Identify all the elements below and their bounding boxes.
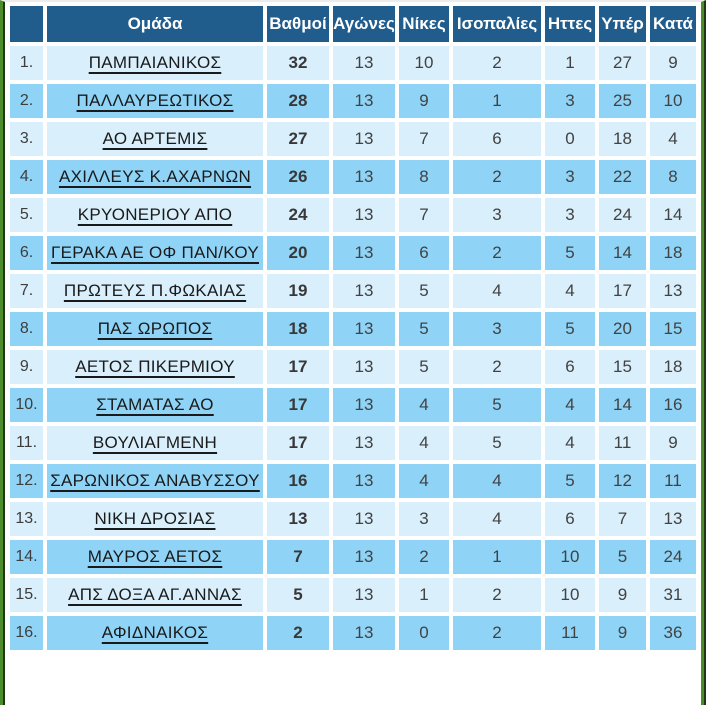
rank-cell: 7. (10, 274, 43, 308)
goals-against-cell: 10 (650, 84, 696, 118)
wins-cell: 5 (399, 350, 449, 384)
rank-cell: 4. (10, 160, 43, 194)
goals-for-cell: 17 (599, 274, 646, 308)
games-cell: 13 (333, 46, 395, 80)
table-row (10, 464, 696, 498)
draws-cell: 2 (453, 160, 541, 194)
team-cell (47, 236, 263, 270)
team-cell (47, 350, 263, 384)
wins-cell: 7 (399, 122, 449, 156)
table-row (10, 122, 696, 156)
draws-cell: 3 (453, 198, 541, 232)
goals-for-cell: 27 (599, 46, 646, 80)
draws-cell: 4 (453, 274, 541, 308)
goals-against-cell: 24 (650, 540, 696, 574)
header-team: Ομάδα (47, 6, 263, 42)
points-cell: 26 (267, 160, 329, 194)
goals-for-cell: 24 (599, 198, 646, 232)
goals-for-cell: 11 (599, 426, 646, 460)
losses-cell: 10 (545, 578, 595, 612)
games-cell: 13 (333, 274, 395, 308)
header-against: Κατά (650, 6, 696, 42)
goals-against-cell: 11 (650, 464, 696, 498)
header-draws: Ισοπαλίες (453, 6, 541, 42)
table-row (10, 350, 696, 384)
team-cell (47, 274, 263, 308)
table-row (10, 274, 696, 308)
team-link[interactable]: ΚΡΥΟΝΕΡΙΟΥ ΑΠΟ (77, 205, 233, 224)
wins-cell: 3 (399, 502, 449, 536)
team-cell (47, 312, 263, 346)
games-cell: 13 (333, 464, 395, 498)
points-cell: 27 (267, 122, 329, 156)
team-cell (47, 464, 263, 498)
goals-for-cell: 12 (599, 464, 646, 498)
rank-cell: 5. (10, 198, 43, 232)
rank-cell: 14. (10, 540, 43, 574)
header-losses: Ηττες (545, 6, 595, 42)
losses-cell: 4 (545, 274, 595, 308)
wins-cell: 4 (399, 388, 449, 422)
losses-cell: 5 (545, 464, 595, 498)
losses-cell: 11 (545, 616, 595, 650)
team-cell (47, 84, 263, 118)
wins-cell: 5 (399, 312, 449, 346)
rank-cell: 11. (10, 426, 43, 460)
team-link[interactable]: ΓΕΡΑΚΑ ΑΕ ΟΦ ΠΑΝ/ΚΟΥ (51, 243, 259, 262)
points-cell: 7 (267, 540, 329, 574)
goals-against-cell: 16 (650, 388, 696, 422)
team-link[interactable]: ΑΦΙΔΝΑΙΚΟΣ (101, 623, 209, 642)
team-link[interactable]: ΝΙΚΗ ΔΡΟΣΙΑΣ (94, 509, 216, 528)
losses-cell: 4 (545, 388, 595, 422)
games-cell: 13 (333, 312, 395, 346)
team-cell (47, 388, 263, 422)
goals-against-cell: 9 (650, 46, 696, 80)
rank-cell: 9. (10, 350, 43, 384)
goals-against-cell: 15 (650, 312, 696, 346)
wins-cell: 4 (399, 426, 449, 460)
losses-cell: 6 (545, 350, 595, 384)
wins-cell: 5 (399, 274, 449, 308)
goals-against-cell: 18 (650, 350, 696, 384)
games-cell: 13 (333, 502, 395, 536)
table-row (10, 540, 696, 574)
losses-cell: 6 (545, 502, 595, 536)
rank-cell: 6. (10, 236, 43, 270)
points-cell: 17 (267, 426, 329, 460)
team-link[interactable]: ΣΤΑΜΑΤΑΣ ΑΟ (96, 395, 214, 414)
draws-cell: 5 (453, 388, 541, 422)
team-link[interactable]: ΑΕΤΟΣ ΠΙΚΕΡΜΙΟΥ (75, 357, 235, 376)
team-cell (47, 122, 263, 156)
games-cell: 13 (333, 578, 395, 612)
team-cell (47, 160, 263, 194)
goals-against-cell: 18 (650, 236, 696, 270)
goals-for-cell: 14 (599, 388, 646, 422)
games-cell: 13 (333, 236, 395, 270)
standings-table (6, 2, 700, 654)
losses-cell: 3 (545, 84, 595, 118)
wins-cell: 10 (399, 46, 449, 80)
points-cell: 16 (267, 464, 329, 498)
table-row (10, 84, 696, 118)
wins-cell: 9 (399, 84, 449, 118)
table-body (10, 46, 696, 650)
goals-for-cell: 20 (599, 312, 646, 346)
losses-cell: 5 (545, 312, 595, 346)
goals-against-cell: 8 (650, 160, 696, 194)
team-link[interactable]: ΜΑΥΡΟΣ ΑΕΤΟΣ (87, 547, 223, 566)
points-cell: 20 (267, 236, 329, 270)
table-row (10, 46, 696, 80)
table-row (10, 426, 696, 460)
header-games: Αγώνες (333, 6, 395, 42)
rank-cell: 12. (10, 464, 43, 498)
goals-for-cell: 15 (599, 350, 646, 384)
games-cell: 13 (333, 616, 395, 650)
draws-cell: 5 (453, 426, 541, 460)
losses-cell: 10 (545, 540, 595, 574)
team-cell (47, 198, 263, 232)
team-link[interactable]: ΠΑΜΠΑΙΑΝΙΚΟΣ (88, 53, 222, 72)
losses-cell: 5 (545, 236, 595, 270)
wins-cell: 8 (399, 160, 449, 194)
goals-for-cell: 7 (599, 502, 646, 536)
goals-for-cell: 14 (599, 236, 646, 270)
games-cell: 13 (333, 426, 395, 460)
team-link[interactable]: ΠΑΛΛΑΥΡΕΩΤΙΚΟΣ (76, 91, 234, 110)
table-row (10, 502, 696, 536)
rank-cell: 10. (10, 388, 43, 422)
rank-cell: 2. (10, 84, 43, 118)
goals-against-cell: 31 (650, 578, 696, 612)
rank-cell: 8. (10, 312, 43, 346)
points-cell: 13 (267, 502, 329, 536)
wins-cell: 1 (399, 578, 449, 612)
points-cell: 18 (267, 312, 329, 346)
losses-cell: 3 (545, 160, 595, 194)
table-row (10, 160, 696, 194)
points-cell: 32 (267, 46, 329, 80)
team-cell (47, 616, 263, 650)
draws-cell: 4 (453, 464, 541, 498)
header-for: Υπέρ (599, 6, 646, 42)
rank-cell: 15. (10, 578, 43, 612)
points-cell: 24 (267, 198, 329, 232)
goals-against-cell: 4 (650, 122, 696, 156)
team-link[interactable]: ΑΠΣ ΔΟΞΑ ΑΓ.ΑΝΝΑΣ (68, 585, 242, 604)
table-row (10, 578, 696, 612)
table-row (10, 388, 696, 422)
losses-cell: 3 (545, 198, 595, 232)
games-cell: 13 (333, 350, 395, 384)
losses-cell: 1 (545, 46, 595, 80)
draws-cell: 2 (453, 236, 541, 270)
team-link[interactable]: ΣΑΡΩΝΙΚΟΣ ΑΝΑΒΥΣΣΟΥ (50, 471, 260, 490)
table-row (10, 616, 696, 650)
goals-for-cell: 25 (599, 84, 646, 118)
header-points: Βαθμοί (267, 6, 329, 42)
draws-cell: 2 (453, 578, 541, 612)
wins-cell: 2 (399, 540, 449, 574)
games-cell: 13 (333, 122, 395, 156)
draws-cell: 3 (453, 312, 541, 346)
draws-cell: 2 (453, 350, 541, 384)
rank-cell: 16. (10, 616, 43, 650)
goals-for-cell: 22 (599, 160, 646, 194)
header-wins: Νίκες (399, 6, 449, 42)
draws-cell: 1 (453, 84, 541, 118)
table-row (10, 236, 696, 270)
losses-cell: 4 (545, 426, 595, 460)
goals-for-cell: 9 (599, 578, 646, 612)
team-link[interactable]: ΑΧΙΛΛΕΥΣ Κ.ΑΧΑΡΝΩΝ (58, 167, 252, 186)
team-link[interactable]: ΠΑΣ ΩΡΩΠΟΣ (97, 319, 213, 338)
draws-cell: 4 (453, 502, 541, 536)
draws-cell: 6 (453, 122, 541, 156)
header-row (10, 6, 696, 42)
points-cell: 17 (267, 388, 329, 422)
wins-cell: 6 (399, 236, 449, 270)
draws-cell: 2 (453, 46, 541, 80)
games-cell: 13 (333, 160, 395, 194)
wins-cell: 4 (399, 464, 449, 498)
goals-against-cell: 36 (650, 616, 696, 650)
goals-for-cell: 18 (599, 122, 646, 156)
points-cell: 17 (267, 350, 329, 384)
games-cell: 13 (333, 84, 395, 118)
games-cell: 13 (333, 540, 395, 574)
goals-against-cell: 13 (650, 502, 696, 536)
games-cell: 13 (333, 198, 395, 232)
header-rank (10, 6, 43, 42)
draws-cell: 2 (453, 616, 541, 650)
team-link[interactable]: ΠΡΩΤΕΥΣ Π.ΦΩΚΑΙΑΣ (63, 281, 247, 300)
losses-cell: 0 (545, 122, 595, 156)
wins-cell: 0 (399, 616, 449, 650)
rank-cell: 1. (10, 46, 43, 80)
team-cell (47, 578, 263, 612)
goals-against-cell: 9 (650, 426, 696, 460)
goals-for-cell: 5 (599, 540, 646, 574)
team-link[interactable]: ΑΟ ΑΡΤΕΜΙΣ (102, 129, 208, 148)
goals-against-cell: 13 (650, 274, 696, 308)
points-cell: 28 (267, 84, 329, 118)
goals-against-cell: 14 (650, 198, 696, 232)
table-header (10, 6, 696, 42)
draws-cell: 1 (453, 540, 541, 574)
rank-cell: 3. (10, 122, 43, 156)
points-cell: 19 (267, 274, 329, 308)
team-cell (47, 540, 263, 574)
games-cell: 13 (333, 388, 395, 422)
points-cell: 5 (267, 578, 329, 612)
wins-cell: 7 (399, 198, 449, 232)
goals-for-cell: 9 (599, 616, 646, 650)
team-cell (47, 426, 263, 460)
table-row (10, 198, 696, 232)
team-link[interactable]: ΒΟΥΛΙΑΓΜΕΝΗ (92, 433, 218, 452)
rank-cell: 13. (10, 502, 43, 536)
team-cell (47, 502, 263, 536)
table-row (10, 312, 696, 346)
points-cell: 2 (267, 616, 329, 650)
team-cell (47, 46, 263, 80)
